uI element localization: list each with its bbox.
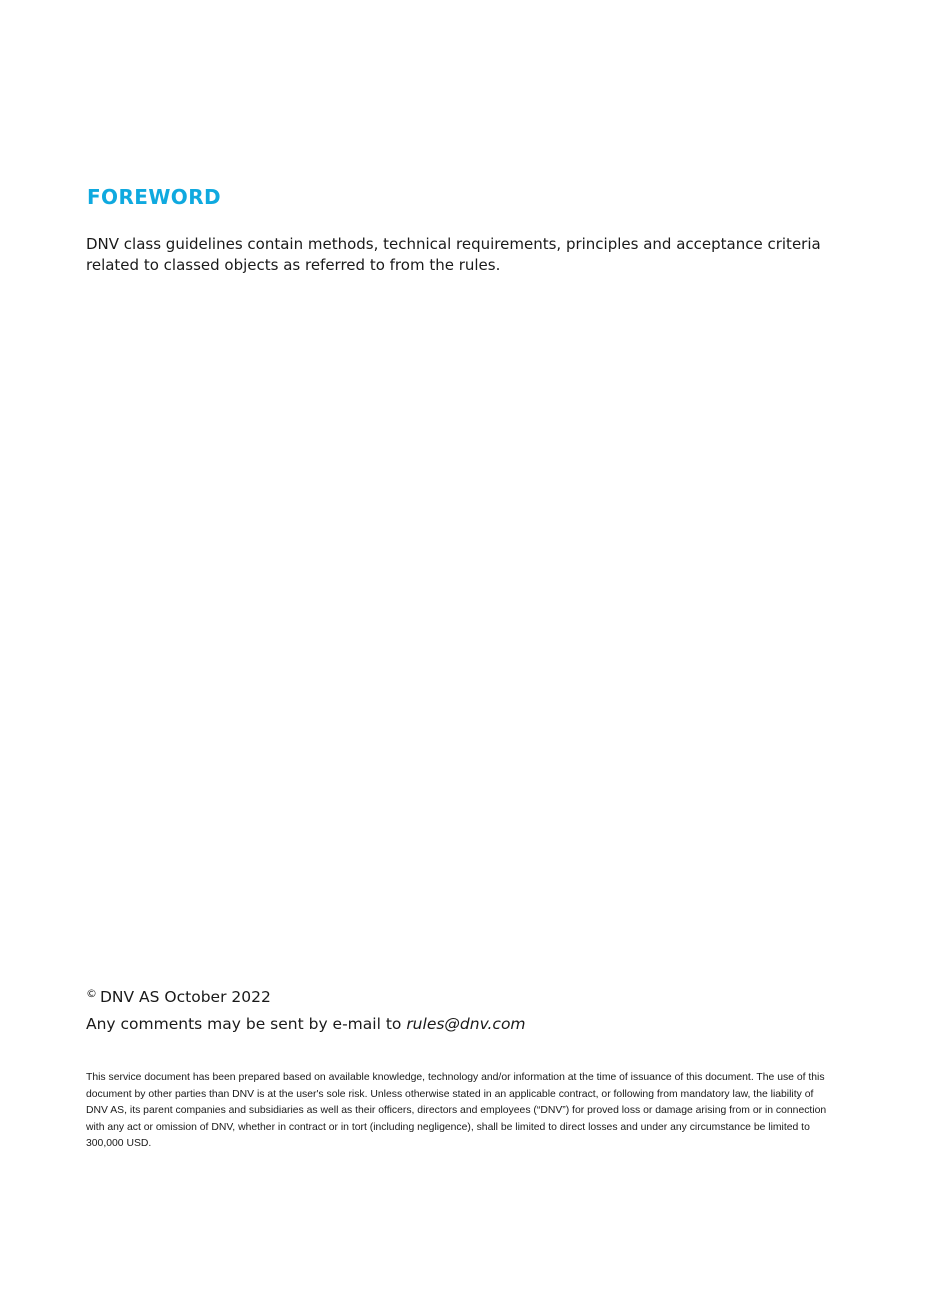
copyright-text: DNV AS October 2022	[100, 988, 271, 1006]
email-link[interactable]: rules@dnv.com	[406, 1015, 526, 1033]
comments-prefix: Any comments may be sent by e-mail to	[86, 1015, 407, 1033]
comments-line	[86, 1014, 526, 1035]
foreword-heading: FOREWORD	[87, 185, 221, 209]
foreword-intro-text: DNV class guidelines contain methods, technical requirements, principles and acceptance criteria related to classed objects as referred to from the rules.	[86, 235, 821, 274]
copyright-symbol: ©	[86, 987, 97, 1000]
disclaimer-text: This service document has been prepared based on available knowledge, technology and/or information at the time of issuance of this document. The use of this document by other parties than DNV is at the user's sole risk. Unless otherwise stated in an applicable contract, or following from mandatory law, the liability of DNV AS, its parent companies and subsidiaries as well as their officers, directors and employees (“DNV”) for proved loss or damage arising from or in connection with any act or omission of DNV, whether in contract or in tort (including negligence), shall be limited to direct losses and under any circumstance be limited to 300,000 USD.	[86, 1072, 827, 1150]
copyright-line	[86, 983, 271, 1008]
